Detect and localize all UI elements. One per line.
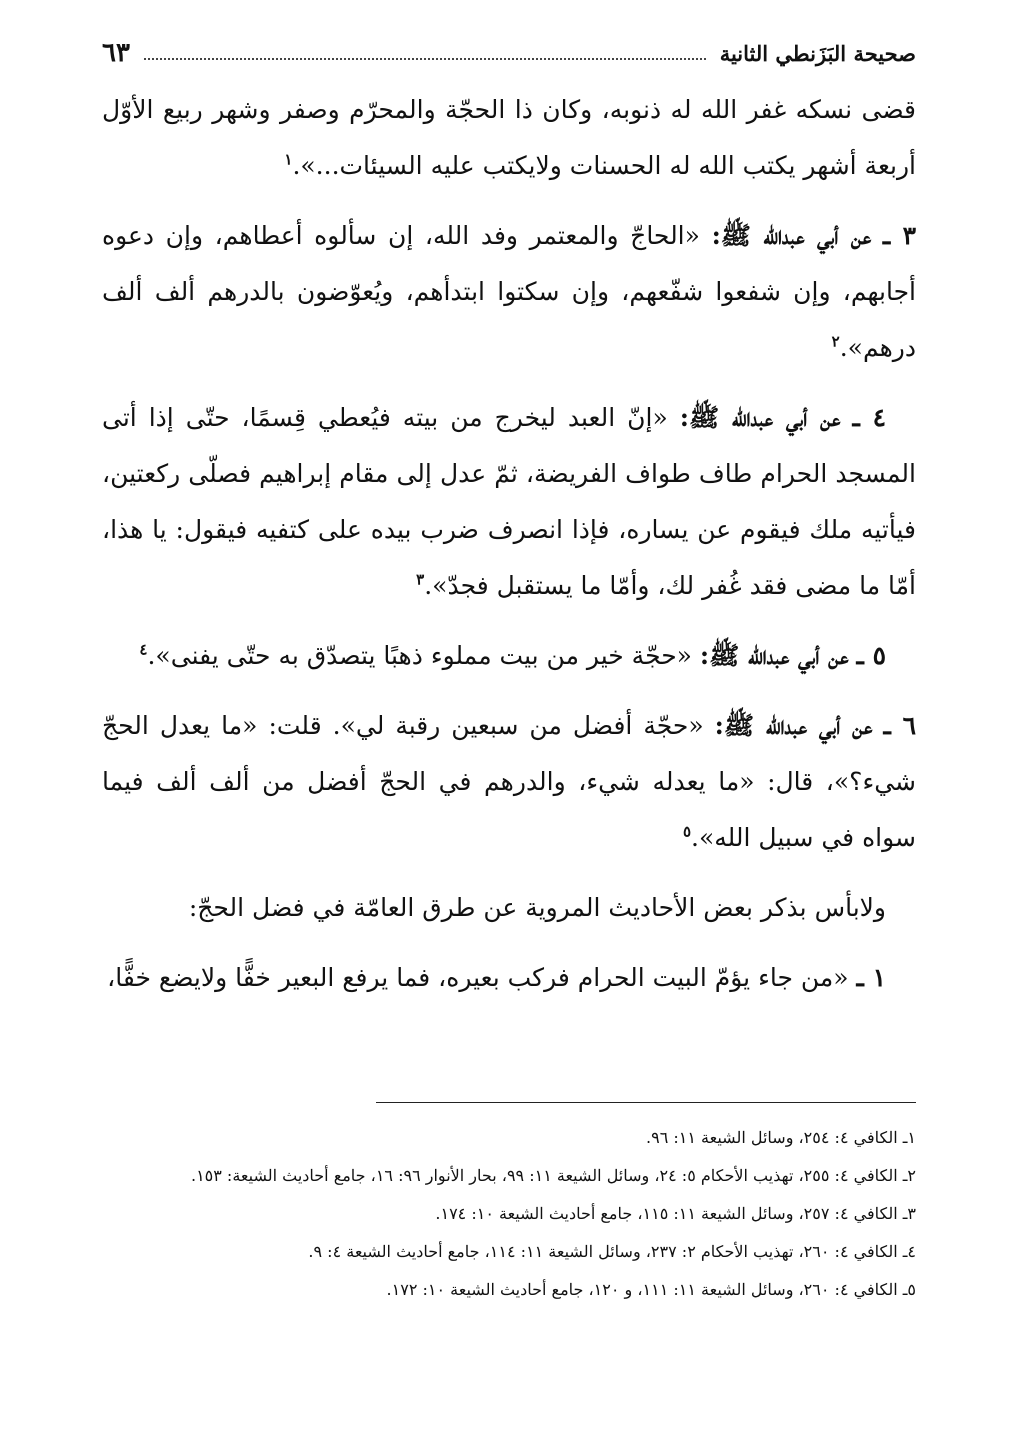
hadith-paragraph xyxy=(102,390,916,614)
hadith-attribution: عن أبي عبدالله ﷺ: xyxy=(679,403,841,432)
paragraph-text: ولابأس بذكر بعض الأحاديث المروية عن طرق العامّة في فضل الحجّ: xyxy=(188,893,886,922)
footnote: ٣ـ الكافي ٤: ٢٥٧، وسائل الشيعة ١١: ١١٥، جامع أحاديث الشيعة ١٠: ١٧٤. xyxy=(435,1204,916,1223)
footnote-ref: ٤ xyxy=(139,640,148,659)
footnote: ٥ـ الكافي ٤: ٢٦٠، وسائل الشيعة ١١: ١١١، و ١٢٠، جامع أحاديث الشيعة ١٠: ١٧٢. xyxy=(386,1280,916,1299)
hadith-attribution: عن أبي عبدالله ﷺ: xyxy=(699,641,849,670)
hadith-paragraph xyxy=(102,950,916,1006)
hadith-number: ٤ ـ xyxy=(852,403,886,432)
book-page xyxy=(102,30,916,1410)
hadith-number: ٥ ـ xyxy=(856,641,886,670)
hadith-paragraph xyxy=(102,698,916,866)
running-title: صحيحة البَزَنطي الثانية xyxy=(719,40,916,66)
hadith-paragraph xyxy=(102,208,916,376)
footnote-ref: ٥ xyxy=(682,822,691,841)
hadith-text: «إنّ العبد ليخرج من بيته فيُعطي قِسمًا، حتّى إذا أتى المسجد الحرام طاف طواف الفريضة، ثمّ عدل إلى مقام إبراهيم فصلّى ركعتين، فيأتيه ملك فيقوم عن يساره، فإذا انصرف ضرب بيده على كتفيه فيقول: يا هذا، أمّا ما مضى فقد غُفر لك، وأمّا ما يستقبل فجدّ». xyxy=(102,403,916,600)
footnotes xyxy=(102,1122,916,1312)
hadith-number: ٣ ـ xyxy=(882,221,916,250)
hadith-number: ٦ ـ xyxy=(883,711,916,740)
footnote: ١ـ الكافي ٤: ٢٥٤، وسائل الشيعة ١١: ٩٦. xyxy=(646,1128,916,1147)
paragraph-continuation xyxy=(102,82,916,194)
paragraph-text: قضى نسكه غفر الله له ذنوبه، وكان ذا الحجّة والمحرّم وصفر وشهر ربيع الأوّل أربعة أشهر يكتب الله له الحسنات ولايكتب عليه السيئات...». xyxy=(102,95,916,180)
footnote-ref: ٢ xyxy=(831,332,840,351)
hadith-text: «حجّة خير من بيت مملوء ذهبًا يتصدّق به حتّى يفنى». xyxy=(147,641,692,670)
hadith-paragraph xyxy=(102,628,916,684)
hadith-number: ١ ـ xyxy=(856,963,886,992)
hadith-text: «حجّة أفضل من سبعين رقبة لي». قلت: «ما يعدل الحجّ شيء؟»، قال: «ما يعدله شيء، والدرهم في الحجّ أفضل من ألف ألف فيما سواه في سبيل الله». xyxy=(102,711,916,852)
footnote-ref: ٣ xyxy=(416,570,425,589)
page-number: ٦٣ xyxy=(102,38,130,68)
hadith-attribution: عن أبي عبدالله ﷺ: xyxy=(711,221,872,250)
hadith-text: «الحاجّ والمعتمر وفد الله، إن سألوه أعطاهم، وإن دعوه أجابهم، وإن شفعوا شفّعهم، وإن سكتوا ابتدأهم، ويُعوّضون بالدرهم ألف ألف درهم». xyxy=(102,221,916,362)
running-header xyxy=(102,30,916,76)
hadith-attribution: عن أبي عبدالله ﷺ: xyxy=(714,711,873,740)
hadith-text: «من جاء يؤمّ البيت الحرام فركب بعيره، فما يرفع البعير خفًّا ولايضع خفًّا، xyxy=(107,963,849,992)
dotted-leader xyxy=(144,46,706,60)
body-text xyxy=(102,82,916,1006)
footnote-ref: ١ xyxy=(284,150,293,169)
footnote: ٤ـ الكافي ٤: ٢٦٠، تهذيب الأحكام ٢: ٢٣٧، وسائل الشيعة ١١: ١١٤، جامع أحاديث الشيعة ٤: ٩. xyxy=(308,1242,916,1261)
footnote-divider xyxy=(376,1102,916,1103)
footnote: ٢ـ الكافي ٤: ٢٥٥، تهذيب الأحكام ٥: ٢٤، وسائل الشيعة ١١: ٩٩، بحار الأنوار ٩٦: ١٦، جامع أحاديث الشيعة: ١٥٣. xyxy=(190,1166,916,1185)
section-intro xyxy=(102,880,916,936)
